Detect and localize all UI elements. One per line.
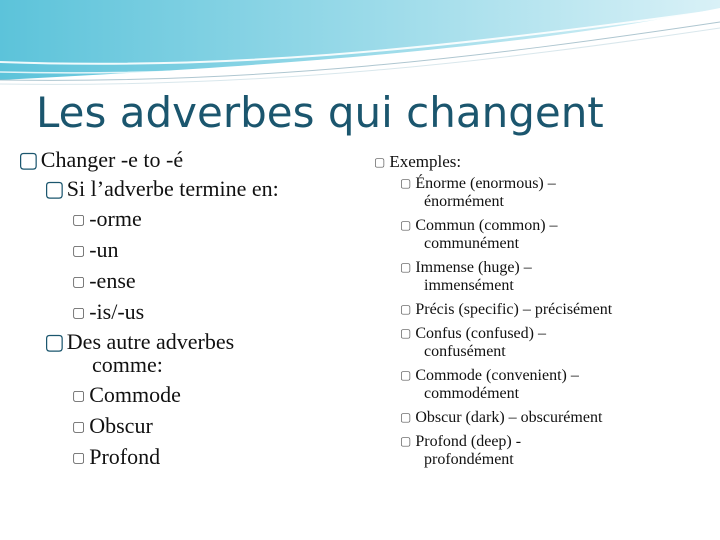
bullet-icon: ▢ (400, 410, 412, 424)
bullet-icon: ▢ (400, 326, 412, 340)
bullet-icon: ▢ (400, 302, 412, 316)
example-continuation: énormément (424, 193, 504, 210)
bullet-icon: ▢ (72, 274, 86, 290)
list-item (18, 328, 358, 357)
example-item (374, 432, 694, 451)
list-item (18, 411, 358, 442)
example-item (374, 300, 694, 319)
bullet-icon: ▢ (44, 177, 65, 202)
example-item (374, 258, 694, 277)
example-item (374, 366, 694, 385)
bullet-icon: ▢ (72, 388, 86, 404)
bullet-icon: ▢ (44, 330, 65, 355)
slide-title: Les adverbes qui changent (36, 88, 604, 137)
example-text: Commun (common) – (415, 217, 558, 234)
list-item (18, 146, 358, 175)
list-item (18, 380, 358, 411)
example-text: Obscur (dark) – obscurément (415, 409, 603, 426)
list-item (18, 442, 358, 473)
bullet-icon: ▢ (72, 212, 86, 228)
example-text: Profond (deep) - (415, 433, 522, 450)
ending-item: -is/-us (89, 299, 145, 324)
example-item (374, 216, 694, 235)
example-continuation: immensément (424, 277, 514, 294)
list-item (374, 150, 694, 174)
example-item (374, 408, 694, 427)
right-column (374, 150, 694, 474)
example-continuation: communément (424, 235, 520, 252)
list-item (18, 235, 358, 266)
example-text: Précis (specific) – précisément (415, 301, 613, 318)
bullet-icon: ▢ (400, 176, 412, 190)
list-item (18, 297, 358, 328)
ending-item: -un (89, 237, 119, 262)
example-text: Confus (confused) – (415, 325, 546, 342)
example-continuation: commodément (424, 385, 520, 402)
other-adverb: Commode (89, 382, 181, 407)
ending-item: -ense (89, 268, 136, 293)
bullet-icon: ▢ (400, 260, 412, 274)
bullet-icon: ▢ (400, 434, 412, 448)
bullet-icon: ▢ (374, 155, 386, 169)
list-item (18, 266, 358, 297)
ending-item: -orme (89, 206, 142, 231)
bullet-icon: ▢ (18, 148, 39, 173)
other-adverb: Obscur (89, 413, 153, 438)
bullet-icon: ▢ (400, 218, 412, 232)
example-continuation: profondément (424, 451, 514, 468)
list-item (18, 204, 358, 235)
others-heading: Des autre adverbes (66, 329, 235, 354)
left-column (18, 146, 358, 473)
left-sub-heading: Si l’adverbe termine en: (66, 176, 279, 201)
example-continuation: confusément (424, 343, 506, 360)
bullet-icon: ▢ (72, 243, 86, 259)
header-wave-decoration (0, 0, 720, 90)
bullet-icon: ▢ (72, 305, 86, 321)
other-adverb: Profond (89, 444, 161, 469)
bullet-icon: ▢ (72, 419, 86, 435)
example-item (374, 324, 694, 343)
list-item-continuation: comme: (92, 352, 163, 377)
example-text: Énorme (enormous) – (415, 175, 556, 192)
examples-heading: Exemples: (389, 152, 462, 171)
left-heading: Changer -e to -é (40, 147, 184, 172)
example-text: Commode (convenient) – (415, 367, 579, 384)
example-item (374, 174, 694, 193)
bullet-icon: ▢ (400, 368, 412, 382)
list-item (18, 175, 358, 204)
bullet-icon: ▢ (72, 450, 86, 466)
example-text: Immense (huge) – (415, 259, 532, 276)
